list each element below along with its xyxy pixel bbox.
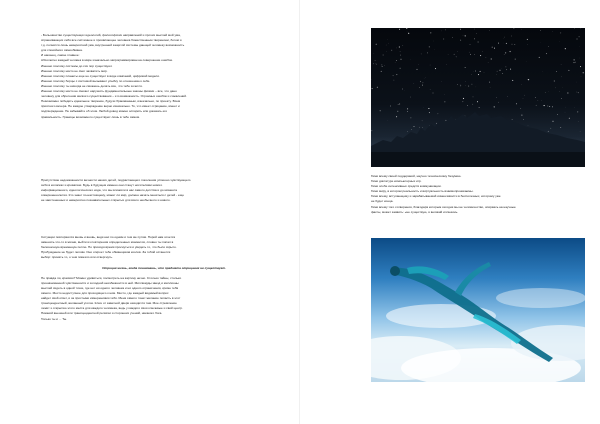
star <box>540 30 541 31</box>
star <box>574 62 575 63</box>
star <box>498 102 499 103</box>
star <box>579 36 580 37</box>
star <box>443 39 444 40</box>
starfield <box>371 28 585 167</box>
text-line: Абсолютно каждый человек в мире изначально запрограммирован на совершение ошибок. <box>41 58 173 63</box>
star <box>373 63 374 64</box>
star <box>550 128 551 129</box>
star <box>448 54 449 55</box>
text-line: себя в колясках и кроватках. Будь в будущем именно они станут носителями нового <box>41 183 163 188</box>
star <box>480 71 481 72</box>
emphasis-quote: Отрицая жизнь, когда понимаешь, что предмета отрицания не существует. <box>102 265 226 270</box>
star <box>474 54 475 55</box>
star <box>399 47 400 48</box>
star <box>467 105 468 106</box>
star <box>463 98 464 99</box>
star <box>400 68 401 69</box>
text-line: спрашивающих себя все системное и проявляющее человека божественным творением, богом и <box>41 38 182 43</box>
star <box>536 105 537 106</box>
text-line: совершеннолетия. Кто знает по-настоящему, может ли мир, должен начать меняться с детей - еще <box>41 193 184 198</box>
star <box>391 50 392 51</box>
star <box>479 107 480 108</box>
star <box>469 52 470 53</box>
star <box>535 97 536 98</box>
star <box>430 65 431 66</box>
star <box>494 106 495 107</box>
star <box>394 80 395 81</box>
star <box>384 65 385 66</box>
star <box>399 29 400 30</box>
text-line: самого. Место недоступное для проходящего к ним. Место, где каждый видимый вопрос <box>41 291 169 296</box>
star <box>372 88 373 89</box>
star <box>512 119 513 120</box>
star <box>497 71 498 72</box>
star <box>407 131 408 132</box>
star <box>470 44 471 45</box>
star <box>552 106 553 107</box>
star <box>435 68 436 69</box>
right-text-block <box>371 174 585 215</box>
star <box>376 64 377 65</box>
star <box>371 130 372 131</box>
star <box>523 119 524 120</box>
star <box>422 85 423 86</box>
star <box>504 54 505 55</box>
star <box>583 72 584 73</box>
star <box>460 40 461 41</box>
star <box>452 37 453 38</box>
star <box>476 33 477 34</box>
text-line: Гими всему, вступающему и зарабатываемой изменчивости в бесполезных, которому уже <box>371 194 501 199</box>
star <box>577 39 578 40</box>
text-line: факты, может заявить: «не существую, я великий иллюзии». <box>371 209 459 214</box>
star <box>471 84 472 85</box>
text-line: не будет конца. <box>371 199 394 204</box>
star <box>560 127 561 128</box>
star <box>500 70 501 71</box>
text-line: мыслей сидеть в одной точке, где нет ни одного человека и ни одного ограничения, кроме тебя <box>41 285 179 290</box>
text-line: подтверждение. Не забывайте об этом. Любой довод можно оспорить или доказать его <box>41 109 168 114</box>
star <box>486 57 487 58</box>
star <box>475 71 476 72</box>
text-line: Пробуждение не будет легким. Оно откроет тебе обманщиков козлов. За тобой останется <box>41 250 171 255</box>
star <box>489 30 490 31</box>
star <box>376 44 377 45</box>
star <box>403 45 404 46</box>
star <box>511 36 512 37</box>
star <box>516 103 517 104</box>
star <box>504 37 505 38</box>
star <box>527 39 528 40</box>
star <box>557 114 558 115</box>
star <box>445 120 446 121</box>
star <box>511 120 512 121</box>
text-line: И наконец, самое главное: <box>41 53 80 58</box>
text-line: трансцендентный, желанный уголок. Ключ от заветной двери находится там. Мое стремление <box>41 301 177 306</box>
text-line: Именно поэтому никто не сможет нарушить фундаментальные законы физики – все, что дано <box>41 89 177 94</box>
star <box>555 88 556 89</box>
text-line: Гими злобе интенсивных средств коммуникации. <box>371 184 442 189</box>
star <box>407 111 408 112</box>
star <box>477 101 478 102</box>
star <box>438 113 439 114</box>
star <box>422 120 423 121</box>
star <box>474 39 475 40</box>
star <box>396 48 397 49</box>
text-line: правильность. Границы возможного существуют лишь в тебе самом. <box>41 114 140 119</box>
left-text-block-2 <box>41 178 287 203</box>
text-line: Никакой внешней или трансцендентной религии и сторонних учений, никакого бога. <box>41 311 163 316</box>
text-line: выбор: принять то, о чем повезло или отвергнуть. <box>41 255 113 260</box>
star <box>406 28 407 29</box>
star <box>505 52 506 53</box>
star <box>396 74 397 75</box>
star <box>513 28 514 29</box>
star <box>473 97 474 98</box>
star <box>420 81 421 82</box>
star <box>494 48 495 49</box>
text-line: Невозможно победить идеальное творение, будучи бракованным, изначально, по проекту. Всем <box>41 99 181 104</box>
star <box>577 92 578 93</box>
text-line: Именно поэтому никто не смог захватить мир. <box>41 68 108 73</box>
text-line: заменить что-то в жизни, выйти из повторения определенных моментов, словно ты попал в <box>41 240 174 245</box>
star <box>462 101 463 102</box>
star <box>393 75 394 76</box>
star <box>419 127 420 128</box>
text-line: - Большинство существующих идеологий, философских направлений и прочих мыслей мой ума, <box>41 33 181 37</box>
left-text-block-1 <box>41 33 287 120</box>
star <box>445 102 446 103</box>
star <box>399 104 400 105</box>
star <box>496 97 497 98</box>
star <box>428 108 429 109</box>
star <box>512 44 513 45</box>
star <box>468 86 469 87</box>
star <box>402 89 403 90</box>
star <box>480 55 481 56</box>
star <box>515 59 516 60</box>
text-line: информационного, идеологического кода, что мы вложили в нас самого детства и до момента <box>41 188 177 193</box>
text-line: приятного вечера. Не каждое утверждение верно изначально. То, что имеет отрицание, имеет и <box>41 104 180 109</box>
star <box>549 106 550 107</box>
star <box>552 121 553 122</box>
star <box>396 116 397 117</box>
night-sky-photo <box>371 28 585 167</box>
star <box>492 47 493 48</box>
star <box>544 105 545 106</box>
text-line: Именно поэтому ты никогда не сможешь делать все, что тебе хочется. <box>41 83 143 88</box>
star <box>419 87 420 88</box>
star <box>498 43 499 44</box>
star <box>510 51 511 52</box>
text-line: Гими всему того сотворения, благодаря которым сегодня мы не человечество, опираясь на научные <box>371 204 516 209</box>
text-line: т.д. полнятся лишь невероятной ума, внутренней защитой системы дающей человеку возможность <box>41 43 185 48</box>
star <box>456 56 457 57</box>
ground-shadow <box>371 152 585 167</box>
text-line: Именно поэтому планеты еще не существует в виде компаний, цифровой модели. <box>41 73 160 78</box>
text-line: для спокойного самообмана. <box>41 48 83 53</box>
star <box>400 51 401 52</box>
sky-scene <box>371 238 585 382</box>
star <box>489 82 490 83</box>
text-line: проникновенной чувственности и холодной неизбежности в ней. Миллиарды звезд и миллионы <box>41 280 179 285</box>
star <box>502 73 503 74</box>
star <box>473 104 474 105</box>
left-text-block-3 <box>41 235 287 322</box>
text-line: человеку для обретения жалкого существования – это возможность. Огромных ошибок и сожалений. <box>41 94 187 99</box>
star <box>375 60 376 61</box>
star <box>381 71 382 72</box>
star <box>556 71 557 72</box>
text-line: Ситуации повторяются вновь и вновь, ведя нас по одним и тем же путям. Порой нам хочется <box>41 235 176 239</box>
text-line: Только ты и ... Ты. <box>41 316 68 321</box>
star <box>565 48 566 49</box>
star <box>578 122 579 123</box>
star <box>414 126 415 127</box>
star <box>506 43 507 44</box>
star <box>569 118 570 119</box>
star <box>528 79 529 80</box>
star <box>514 44 515 45</box>
star <box>524 95 525 96</box>
text-line: Гими диктатуре компьютерных игр. <box>371 179 422 184</box>
cloud <box>496 288 585 308</box>
star <box>411 129 412 130</box>
star <box>561 76 562 77</box>
star <box>457 84 458 85</box>
star <box>417 69 418 70</box>
star <box>414 83 415 84</box>
star <box>460 85 461 86</box>
text-line: Присутствие недоказанности вечности наших детей, подрастающего поколения успешно чувствующего <box>41 178 191 182</box>
star <box>433 93 434 94</box>
star <box>396 60 397 61</box>
star <box>580 131 581 132</box>
star <box>465 67 466 68</box>
star <box>478 41 479 42</box>
star <box>460 85 461 86</box>
star <box>539 57 540 58</box>
text-line: Именно поэтому борцы с системой вызывают улыбку по отношению к себе. <box>41 78 151 83</box>
star <box>422 82 423 83</box>
star <box>427 52 428 53</box>
star <box>491 58 492 59</box>
star <box>377 87 378 88</box>
flying-figure-photo <box>371 238 585 382</box>
star <box>429 112 430 113</box>
left-text-block-4-lines <box>41 276 287 322</box>
star <box>454 54 455 55</box>
star <box>560 32 561 33</box>
star <box>400 55 401 56</box>
text-line: Гими всему своей поддержкой, научно техническому безумию. <box>371 174 462 178</box>
star <box>411 118 412 119</box>
star <box>422 127 423 128</box>
star <box>460 29 461 30</box>
left-text-block-3-lines <box>41 235 287 260</box>
star <box>471 74 472 75</box>
star <box>547 106 548 107</box>
star <box>445 30 446 31</box>
star <box>545 92 546 93</box>
star <box>580 66 581 67</box>
star <box>390 106 391 107</box>
star <box>380 110 381 111</box>
text-line: Гими миру, в котором реальность и виртуальность взаимопроникаемы. <box>371 189 474 194</box>
star <box>520 108 521 109</box>
star <box>408 33 409 34</box>
star <box>465 35 466 36</box>
star <box>398 104 399 105</box>
star <box>577 111 578 112</box>
star <box>407 108 408 109</box>
star <box>575 62 576 63</box>
star <box>512 80 513 81</box>
star <box>383 55 384 56</box>
star <box>397 111 398 112</box>
star <box>546 53 547 54</box>
star <box>561 98 562 99</box>
text-line: не заистененных и невероятно познавательных открытых для всего необычного и нового. <box>41 198 171 203</box>
text-line: найдет свой ответ, и за простыми измерениями тебя. Меня самого тянет желание попасть в этот <box>41 296 181 301</box>
star <box>436 123 437 124</box>
star <box>527 79 528 80</box>
star <box>548 46 549 47</box>
star <box>506 69 507 70</box>
star <box>521 115 522 116</box>
star <box>548 131 549 132</box>
text-line: Не правда ли, красиво? Можно удивиться, посмотреть на картину нечно. Столько тайны, столько <box>41 275 182 280</box>
star <box>568 70 569 71</box>
star <box>478 74 479 75</box>
star <box>421 54 422 55</box>
star <box>470 54 471 55</box>
star <box>382 66 383 67</box>
text-line: лежит к открытию этого места для каждого человека, ведь у каждого свои ключевые и свой центр. <box>41 306 183 311</box>
star <box>429 46 430 47</box>
star <box>578 92 579 93</box>
star <box>401 59 402 60</box>
text-line: Именно поэтому системы до сих пор существуют. <box>41 63 113 68</box>
star <box>430 32 431 33</box>
star <box>506 67 507 68</box>
star <box>574 59 575 60</box>
star <box>457 51 458 52</box>
star <box>510 69 511 70</box>
star <box>561 64 562 65</box>
star <box>410 97 411 98</box>
text-line: бесконечную временную петлю. Но приходя время проснуться и увидеть то, что было скрыто. <box>41 245 177 250</box>
star <box>382 65 383 66</box>
star <box>567 92 568 93</box>
star <box>554 80 555 81</box>
